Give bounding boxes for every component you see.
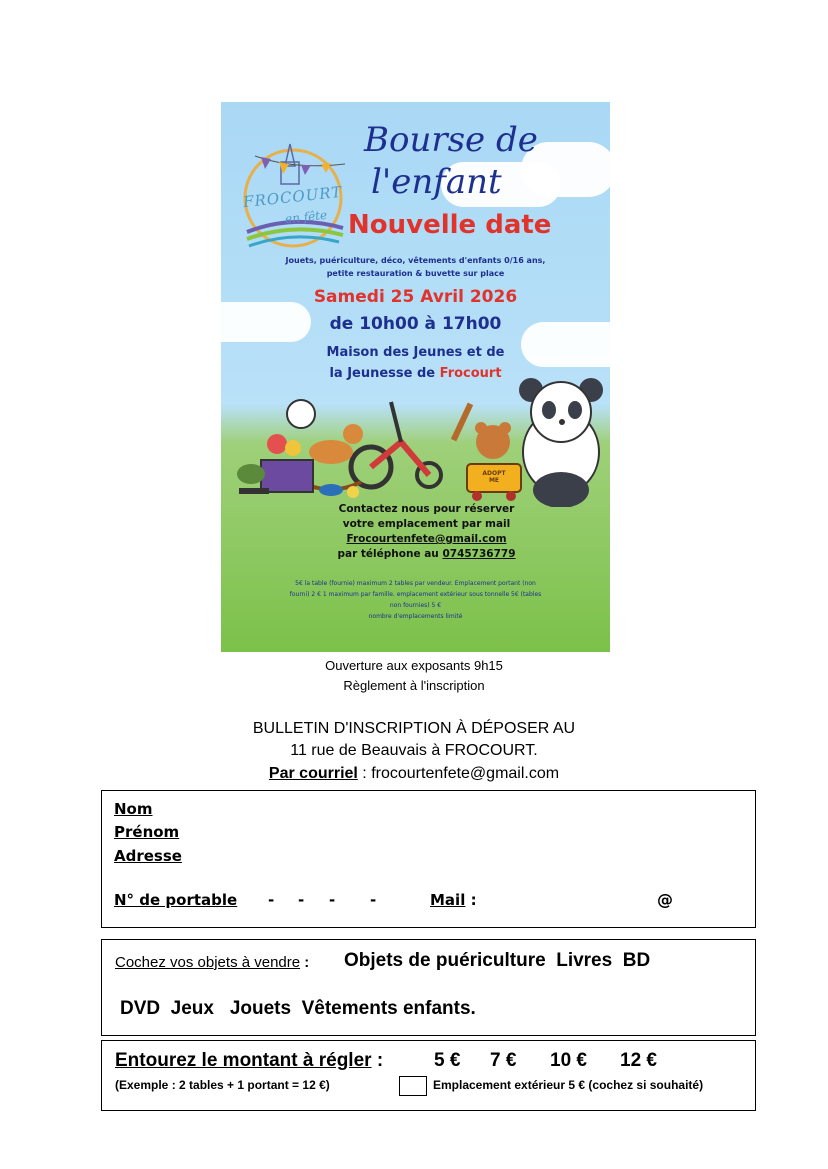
amount-label: Entourez le montant à régler xyxy=(115,1050,372,1071)
frocourt-logo xyxy=(235,136,351,252)
event-poster xyxy=(221,102,610,652)
logo-subtext: en fête xyxy=(284,207,328,227)
poster-date: Samedi 25 Avril 2026 xyxy=(313,287,518,307)
objects-label-line xyxy=(115,954,309,971)
poster-items-line1: Jouets, puériculture, déco, vêtements d'enfants 0/16 ans, xyxy=(285,256,546,265)
poster-title-line1: Bourse de xyxy=(364,120,538,160)
amount-separator: : xyxy=(371,1050,384,1071)
poster-items-line2: petite restauration & buvette sur place xyxy=(326,269,505,278)
poster-contact-line2: votre emplacement par mail xyxy=(342,518,511,530)
opening-time: Ouverture aux exposants 9h15 xyxy=(325,658,503,673)
objects-line2[interactable]: DVD Jeux Jouets Vêtements enfants. xyxy=(120,998,476,1019)
bulletin-email-line xyxy=(0,765,828,783)
poster-place-text: la Jeunesse de xyxy=(329,366,440,381)
poster-contact-phone-line xyxy=(221,548,610,560)
poster-contact-email[interactable]: Frocourtenfete@gmail.com xyxy=(346,533,507,545)
bulletin-title: BULLETIN D'INSCRIPTION À DÉPOSER AU xyxy=(252,720,576,737)
amount-label-line xyxy=(115,1050,383,1072)
amount-example: (Exemple : 2 tables + 1 portant = 12 €) xyxy=(115,1078,330,1092)
poster-contact-line1: Contactez nous pour réserver xyxy=(338,503,515,515)
portable-label: N° de portable xyxy=(114,891,238,909)
phone-dash: - xyxy=(268,891,275,909)
amount-form xyxy=(101,1040,756,1111)
poster-time: de 10h00 à 17h00 xyxy=(329,314,502,334)
email-label: Par courriel xyxy=(268,765,358,782)
poster-fine-line2: fourni) 2 € 1 maximum par famille. emplacement extérieur sous tonnelle 5€ (tables xyxy=(289,591,542,598)
adresse-label: Adresse xyxy=(114,847,182,865)
amount-option[interactable]: 10 € xyxy=(550,1050,587,1071)
poster-fine-line3: non fournies) 5 € xyxy=(389,602,442,609)
poster-new-date: Nouvelle date xyxy=(348,210,552,240)
poster-place-line1: Maison des Jeunes et de xyxy=(326,345,505,360)
poster-contact-phone[interactable]: 0745736779 xyxy=(442,548,516,560)
objects-form xyxy=(101,939,756,1036)
mail-separator: : xyxy=(465,891,477,909)
bulletin-address: 11 rue de Beauvais à FROCOURT. xyxy=(290,742,538,759)
objects-label: Cochez vos objets à vendre xyxy=(115,954,301,971)
phone-dash: - xyxy=(370,891,377,909)
poster-fine-line1: 5€ la table (fournie) maximum 2 tables par vendeur. Emplacement portant (non xyxy=(295,580,536,587)
identity-form xyxy=(101,790,756,928)
email-address[interactable]: frocourtenfete@gmail.com xyxy=(371,765,560,782)
poster-title-line2: l'enfant xyxy=(371,162,502,202)
poster-contact-phone-prefix: par téléphone au xyxy=(337,548,443,560)
phone-dash: - xyxy=(298,891,305,909)
mail-field-label xyxy=(430,891,477,909)
exterior-option-label: Emplacement extérieur 5 € (cochez si souhaité) xyxy=(433,1078,704,1092)
objects-line1[interactable]: Objets de puériculture Livres BD xyxy=(344,950,651,971)
amount-option[interactable]: 5 € xyxy=(434,1050,461,1071)
wagon-sign: ADOPT ME xyxy=(482,470,506,484)
payment-note: Règlement à l'inscription xyxy=(343,678,485,693)
poster-place-town: Frocourt xyxy=(439,366,502,381)
mail-label: Mail xyxy=(430,891,466,909)
toys-illustration xyxy=(231,372,610,507)
email-separator: : xyxy=(357,765,372,782)
at-sign: @ xyxy=(657,890,673,909)
nom-label: Nom xyxy=(114,800,153,818)
exterior-checkbox[interactable] xyxy=(399,1076,427,1096)
amount-option[interactable]: 7 € xyxy=(490,1050,517,1071)
logo-text: FROCOURT xyxy=(242,182,344,212)
prenom-label: Prénom xyxy=(114,823,180,841)
poster-fine-line4: nombre d'emplacements limité xyxy=(368,613,463,620)
objects-separator: : xyxy=(300,954,310,971)
amount-option[interactable]: 12 € xyxy=(620,1050,657,1071)
phone-dash: - xyxy=(329,891,336,909)
